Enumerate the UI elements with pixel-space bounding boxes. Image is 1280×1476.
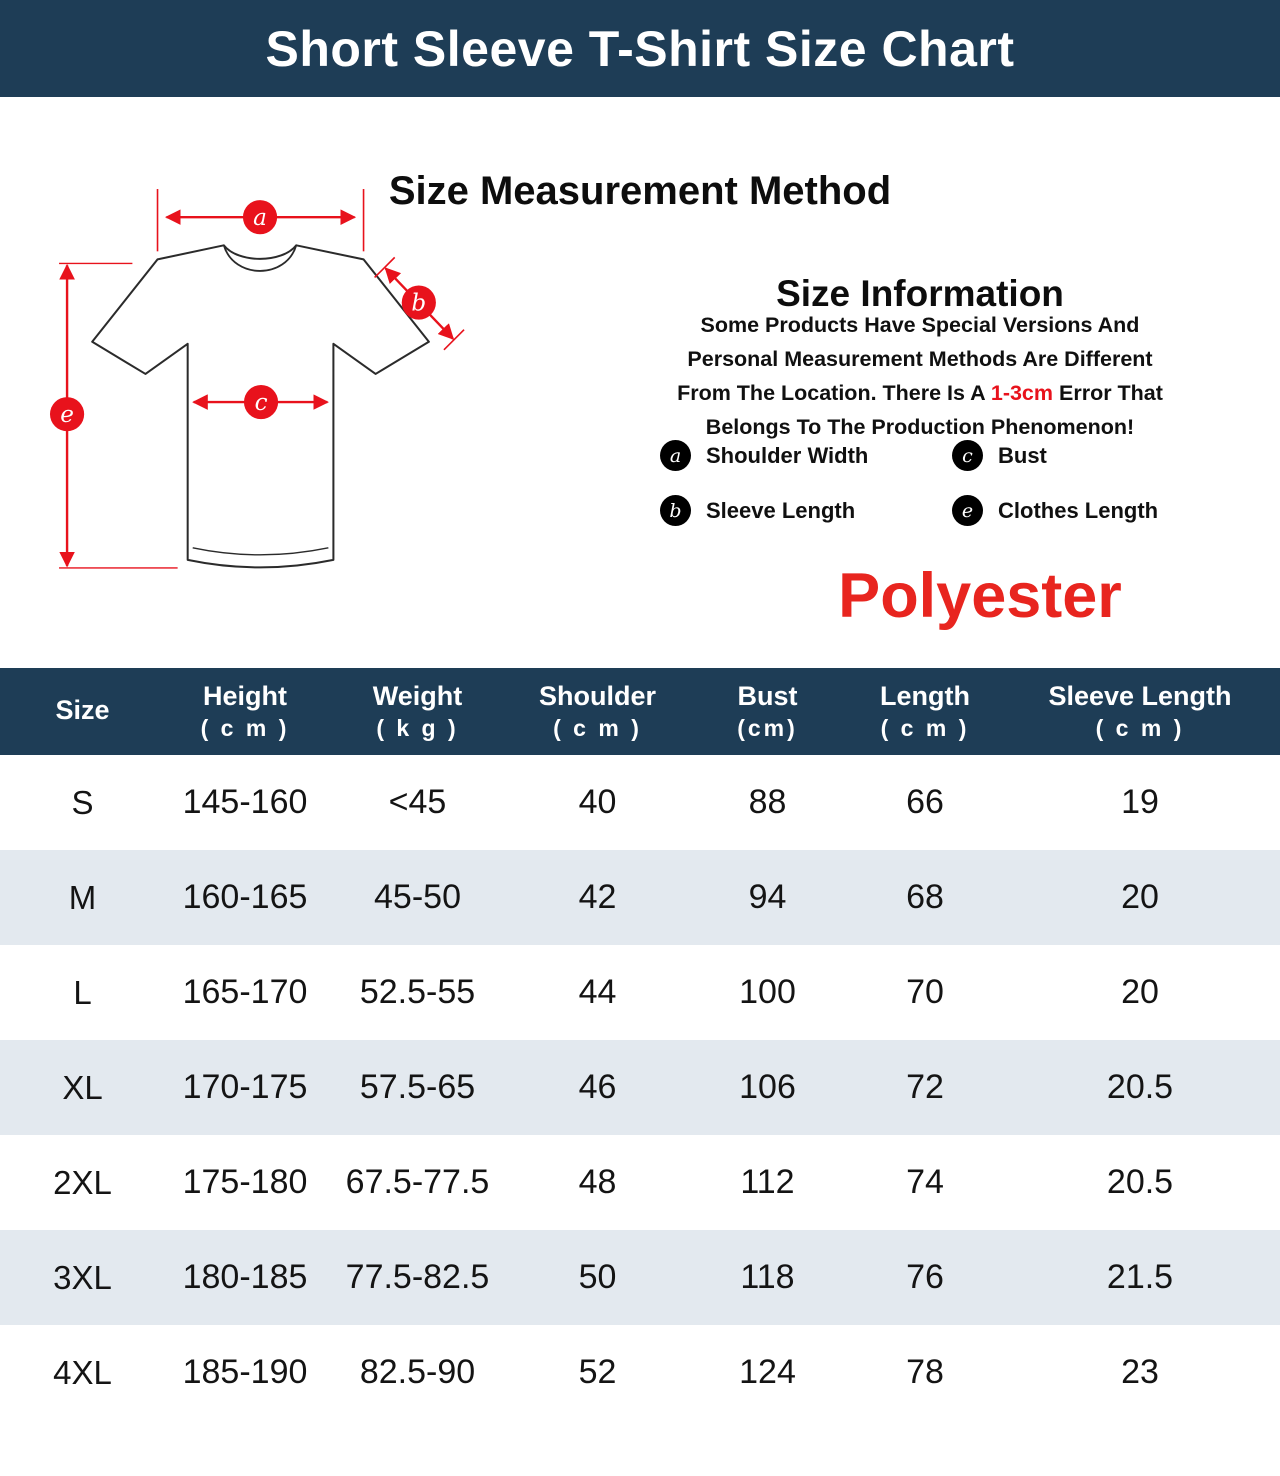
legend-item-bust	[952, 440, 1202, 471]
table-row-s	[0, 755, 1280, 850]
cell-sleeve: 19	[1121, 783, 1159, 821]
cell-weight: 77.5-82.5	[345, 1258, 490, 1296]
table-row-3xl	[0, 1230, 1280, 1325]
legend-label-clothes-length: Clothes Length	[998, 497, 1159, 523]
header-weight-label: Weight	[372, 681, 463, 711]
cell-sleeve: 21.5	[1106, 1258, 1174, 1296]
cell-size: 2XL	[53, 1163, 112, 1201]
legend-key-a: a	[660, 440, 691, 471]
cell-shoulder: 42	[578, 878, 617, 916]
cell-weight: 57.5-65	[359, 1068, 476, 1106]
cell-height: 145-160	[182, 783, 308, 821]
header-height-unit: ( c m )	[200, 715, 290, 741]
cell-size: 3XL	[53, 1258, 112, 1296]
cell-sleeve: 20.5	[1106, 1068, 1174, 1106]
legend-label-shoulder-width: Shoulder Width	[706, 442, 869, 468]
header-weight-unit: ( k g )	[376, 715, 459, 741]
table-row-4xl	[0, 1325, 1280, 1420]
cell-length: 78	[906, 1353, 944, 1391]
info-line-1: Some Products Have Special Versions And	[700, 312, 1140, 337]
cell-length: 68	[906, 878, 944, 916]
marker-b-label: b	[411, 290, 427, 317]
size-info-text	[640, 308, 1200, 444]
header-size-label: Size	[55, 694, 110, 725]
cell-bust: 112	[740, 1163, 795, 1201]
cell-weight: 82.5-90	[359, 1353, 476, 1391]
legend-key-c: c	[952, 440, 983, 471]
cell-bust: 118	[740, 1258, 795, 1296]
cell-height: 180-185	[182, 1258, 308, 1296]
cell-size: L	[73, 973, 92, 1011]
header-length-unit: ( c m )	[880, 715, 970, 741]
info-line-3-pre: From The Location. There Is A	[677, 380, 991, 405]
cell-bust: 94	[748, 878, 787, 916]
cell-size: S	[71, 783, 94, 821]
cell-shoulder: 46	[578, 1068, 617, 1106]
cell-sleeve: 23	[1121, 1353, 1159, 1391]
cell-length: 66	[906, 783, 944, 821]
title-bar	[0, 0, 1280, 97]
cell-weight: 52.5-55	[359, 973, 476, 1011]
header-sleeve-length-unit: ( c m )	[1095, 715, 1185, 741]
cell-length: 76	[906, 1258, 944, 1296]
header-length-label: Length	[880, 681, 970, 711]
tshirt-diagram-svg	[18, 183, 488, 585]
marker-a-label: a	[253, 205, 267, 232]
cell-bust: 124	[739, 1353, 796, 1391]
table-row-xl	[0, 1040, 1280, 1135]
cell-size: XL	[62, 1068, 103, 1106]
measurement-method-title: Size Measurement Method	[388, 169, 892, 214]
legend-item-shoulder-width	[660, 440, 952, 471]
table-row-l	[0, 945, 1280, 1040]
cell-height: 185-190	[182, 1353, 308, 1391]
size-table	[0, 668, 1280, 1420]
cell-size: 4XL	[53, 1353, 112, 1391]
header-shoulder-label: Shoulder	[538, 681, 656, 711]
cell-weight: <45	[388, 783, 447, 821]
legend-key-e: e	[952, 495, 983, 526]
legend-item-sleeve-length	[660, 495, 952, 526]
legend-key-b: b	[660, 495, 691, 526]
measurement-legend	[660, 440, 1202, 526]
header-shoulder-unit: ( c m )	[553, 715, 642, 741]
header-height	[165, 668, 325, 755]
cell-bust: 88	[748, 783, 787, 821]
cell-shoulder: 50	[578, 1258, 617, 1296]
table-header-row	[0, 668, 1280, 755]
header-bust-unit: (cm)	[737, 715, 798, 741]
page-title: Short Sleeve T-Shirt Size Chart	[265, 20, 1015, 77]
error-range-highlight: 1-3cm	[990, 380, 1054, 405]
header-height-label: Height	[203, 681, 287, 711]
header-sleeve-length-label: Sleeve Length	[1048, 681, 1232, 711]
cell-weight: 67.5-77.5	[345, 1163, 490, 1201]
cell-height: 175-180	[182, 1163, 308, 1201]
table-row-2xl	[0, 1135, 1280, 1230]
legend-item-clothes-length	[952, 495, 1202, 526]
header-length	[850, 668, 1000, 755]
header-bust-label: Bust	[737, 681, 798, 711]
header-size	[0, 668, 165, 755]
cell-length: 70	[906, 973, 944, 1011]
cell-shoulder: 48	[578, 1163, 617, 1201]
cell-shoulder: 44	[578, 973, 617, 1011]
cell-sleeve: 20	[1121, 878, 1159, 916]
cell-height: 160-165	[182, 878, 308, 916]
cell-length: 72	[906, 1068, 944, 1106]
cell-bust: 100	[739, 973, 796, 1011]
info-line-3-post: Error That	[1053, 380, 1163, 405]
info-line-4: Belongs To The Production Phenomenon!	[705, 414, 1135, 439]
cell-shoulder: 40	[578, 783, 617, 821]
cell-shoulder: 52	[578, 1353, 617, 1391]
material-label: Polyester	[838, 561, 1122, 631]
cell-size: M	[68, 878, 97, 916]
header-shoulder	[510, 668, 685, 755]
cell-sleeve: 20	[1121, 973, 1159, 1011]
info-line-3	[640, 376, 1200, 410]
cell-length: 74	[906, 1163, 944, 1201]
header-weight	[325, 668, 510, 755]
legend-label-bust: Bust	[998, 442, 1047, 468]
marker-e-label: e	[60, 402, 74, 429]
table-row-m	[0, 850, 1280, 945]
cell-weight: 45-50	[374, 878, 461, 916]
cell-sleeve: 20.5	[1106, 1163, 1174, 1201]
marker-c-label: c	[254, 390, 268, 417]
legend-label-sleeve-length: Sleeve Length	[706, 497, 856, 523]
cell-height: 165-170	[182, 973, 308, 1011]
cell-height: 170-175	[182, 1068, 308, 1106]
size-info-title: Size Information	[776, 273, 1064, 314]
tshirt-measurement-diagram	[18, 183, 488, 585]
header-sleeve-length	[1000, 668, 1280, 755]
header-bust	[685, 668, 850, 755]
info-line-2: Personal Measurement Methods Are Different	[687, 346, 1153, 371]
cell-bust: 106	[739, 1068, 796, 1106]
